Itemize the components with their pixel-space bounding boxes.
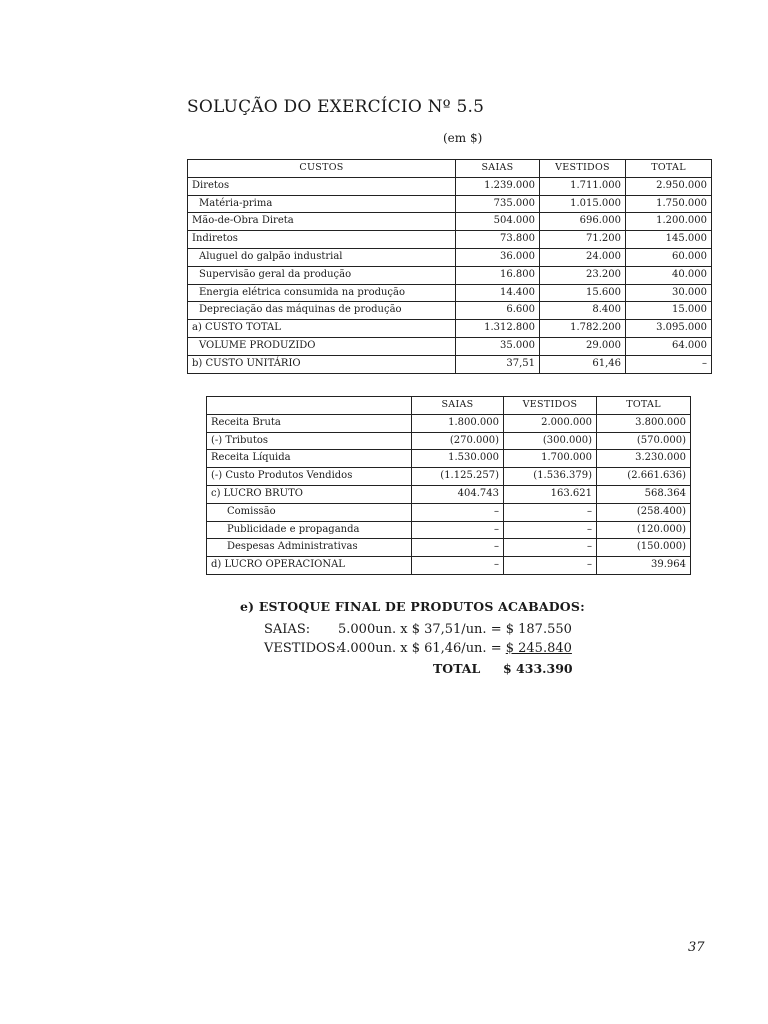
cell-total: (2.661.636) — [597, 468, 691, 486]
row-label: Receita Líquida — [207, 450, 412, 468]
cell-vestidos: 1.015.000 — [540, 195, 626, 213]
cell-total: (570.000) — [597, 432, 691, 450]
table-header-row — [188, 160, 712, 178]
cell-saias: 16.800 — [456, 266, 540, 284]
row-label: Receita Bruta — [207, 414, 412, 432]
row-label: Indiretos — [188, 231, 456, 249]
total-label: TOTAL — [433, 661, 481, 676]
table-row — [207, 521, 691, 539]
cell-vestidos: 2.000.000 — [504, 414, 597, 432]
cell-vestidos: 8.400 — [540, 302, 626, 320]
cell-total: 145.000 — [626, 231, 712, 249]
cell-saias: 1.239.000 — [456, 177, 540, 195]
results-table — [206, 396, 691, 575]
cell-vestidos: (300.000) — [504, 432, 597, 450]
row-label: b) CUSTO UNITÁRIO — [188, 355, 456, 373]
cell-saias: – — [412, 521, 504, 539]
row-label: Comissão — [207, 503, 412, 521]
table-row — [188, 177, 712, 195]
cell-vestidos: 1.700.000 — [504, 450, 597, 468]
table-row — [207, 432, 691, 450]
total-value: $ 433.390 — [503, 661, 573, 676]
cell-vestidos: 71.200 — [540, 231, 626, 249]
table-row — [188, 302, 712, 320]
cell-total: (150.000) — [597, 539, 691, 557]
row-label: Diretos — [188, 177, 456, 195]
cell-total: 2.950.000 — [626, 177, 712, 195]
cell-vestidos: 61,46 — [540, 355, 626, 373]
header-custos: CUSTOS — [188, 160, 456, 178]
cell-saias: 1.530.000 — [412, 450, 504, 468]
cell-vestidos: 15.600 — [540, 284, 626, 302]
cell-total: 39.964 — [597, 557, 691, 575]
cell-saias: 14.400 — [456, 284, 540, 302]
header-vestidos: VESTIDOS — [504, 397, 597, 415]
cell-saias: 36.000 — [456, 248, 540, 266]
table-row — [207, 414, 691, 432]
row-label: c) LUCRO BRUTO — [207, 485, 412, 503]
table-row — [188, 320, 712, 338]
cell-saias: 504.000 — [456, 213, 540, 231]
row-label: Depreciação das máquinas de produção — [188, 302, 456, 320]
row-label: (-) Tributos — [207, 432, 412, 450]
cell-saias: 35.000 — [456, 337, 540, 355]
header-saias: SAIAS — [456, 160, 540, 178]
cell-vestidos: 1.711.000 — [540, 177, 626, 195]
cell-saias: 1.800.000 — [412, 414, 504, 432]
table-row — [188, 213, 712, 231]
table-row — [207, 539, 691, 557]
table-row — [188, 248, 712, 266]
cell-vestidos: – — [504, 503, 597, 521]
cell-total: 1.750.000 — [626, 195, 712, 213]
cell-vestidos: – — [504, 539, 597, 557]
row-label: Mão-de-Obra Direta — [188, 213, 456, 231]
cell-vestidos: – — [504, 521, 597, 539]
cell-saias: 37,51 — [456, 355, 540, 373]
cell-vestidos: 696.000 — [540, 213, 626, 231]
saias-label: SAIAS: — [264, 622, 311, 637]
table-row — [207, 485, 691, 503]
cell-saias: – — [412, 557, 504, 575]
cell-vestidos: (1.536.379) — [504, 468, 597, 486]
cell-vestidos: – — [504, 557, 597, 575]
table-row — [188, 266, 712, 284]
cell-saias: 404.743 — [412, 485, 504, 503]
header-blank — [207, 397, 412, 415]
row-label: VOLUME PRODUZIDO — [188, 337, 456, 355]
table-row — [207, 450, 691, 468]
estoque-heading: e) ESTOQUE FINAL DE PRODUTOS ACABADOS: — [240, 599, 585, 614]
table-row — [188, 231, 712, 249]
vestidos-calc: 4.000un. x $ 61,46/un. = — [338, 641, 506, 656]
estoque-saias-line — [264, 622, 572, 637]
page-title: SOLUÇÃO DO EXERCÍCIO Nº 5.5 — [187, 97, 485, 117]
vestidos-label: VESTIDOS: — [264, 641, 340, 656]
row-label: Supervisão geral da produção — [188, 266, 456, 284]
cell-saias: (270.000) — [412, 432, 504, 450]
table-row — [188, 284, 712, 302]
row-label: Aluguel do galpão industrial — [188, 248, 456, 266]
cell-saias: – — [412, 503, 504, 521]
row-label: d) LUCRO OPERACIONAL — [207, 557, 412, 575]
cell-vestidos: 24.000 — [540, 248, 626, 266]
estoque-total-line — [433, 661, 573, 676]
header-saias: SAIAS — [412, 397, 504, 415]
cell-total: – — [626, 355, 712, 373]
cell-total: 40.000 — [626, 266, 712, 284]
cell-total: 15.000 — [626, 302, 712, 320]
page-number: 37 — [688, 940, 705, 955]
cell-saias: 6.600 — [456, 302, 540, 320]
unit-note: (em $) — [443, 131, 483, 145]
row-label: Energia elétrica consumida na produção — [188, 284, 456, 302]
cell-total: 64.000 — [626, 337, 712, 355]
table-row — [188, 355, 712, 373]
cell-vestidos: 29.000 — [540, 337, 626, 355]
table-row — [207, 503, 691, 521]
table-header-row — [207, 397, 691, 415]
costs-table — [187, 159, 712, 374]
cell-total: 3.230.000 — [597, 450, 691, 468]
cell-vestidos: 23.200 — [540, 266, 626, 284]
cell-total: 30.000 — [626, 284, 712, 302]
estoque-vestidos-line — [264, 641, 572, 656]
row-label: (-) Custo Produtos Vendidos — [207, 468, 412, 486]
header-vestidos: VESTIDOS — [540, 160, 626, 178]
cell-vestidos: 1.782.200 — [540, 320, 626, 338]
row-label: Publicidade e propaganda — [207, 521, 412, 539]
cell-total: 1.200.000 — [626, 213, 712, 231]
cell-total: 3.800.000 — [597, 414, 691, 432]
cell-total: (258.400) — [597, 503, 691, 521]
header-total: TOTAL — [626, 160, 712, 178]
saias-calc: 5.000un. x $ 37,51/un. = $ 187.550 — [338, 622, 572, 637]
cell-saias: 73.800 — [456, 231, 540, 249]
cell-saias: – — [412, 539, 504, 557]
cell-total: (120.000) — [597, 521, 691, 539]
row-label: Matéria-prima — [188, 195, 456, 213]
table-row — [188, 195, 712, 213]
header-total: TOTAL — [597, 397, 691, 415]
cell-total: 3.095.000 — [626, 320, 712, 338]
row-label: a) CUSTO TOTAL — [188, 320, 456, 338]
table-row — [207, 557, 691, 575]
cell-total: 60.000 — [626, 248, 712, 266]
cell-saias: 735.000 — [456, 195, 540, 213]
cell-saias: 1.312.800 — [456, 320, 540, 338]
cell-vestidos: 163.621 — [504, 485, 597, 503]
table-row — [188, 337, 712, 355]
cell-total: 568.364 — [597, 485, 691, 503]
row-label: Despesas Administrativas — [207, 539, 412, 557]
table-row — [207, 468, 691, 486]
cell-saias: (1.125.257) — [412, 468, 504, 486]
vestidos-value: $ 245.840 — [505, 641, 572, 656]
